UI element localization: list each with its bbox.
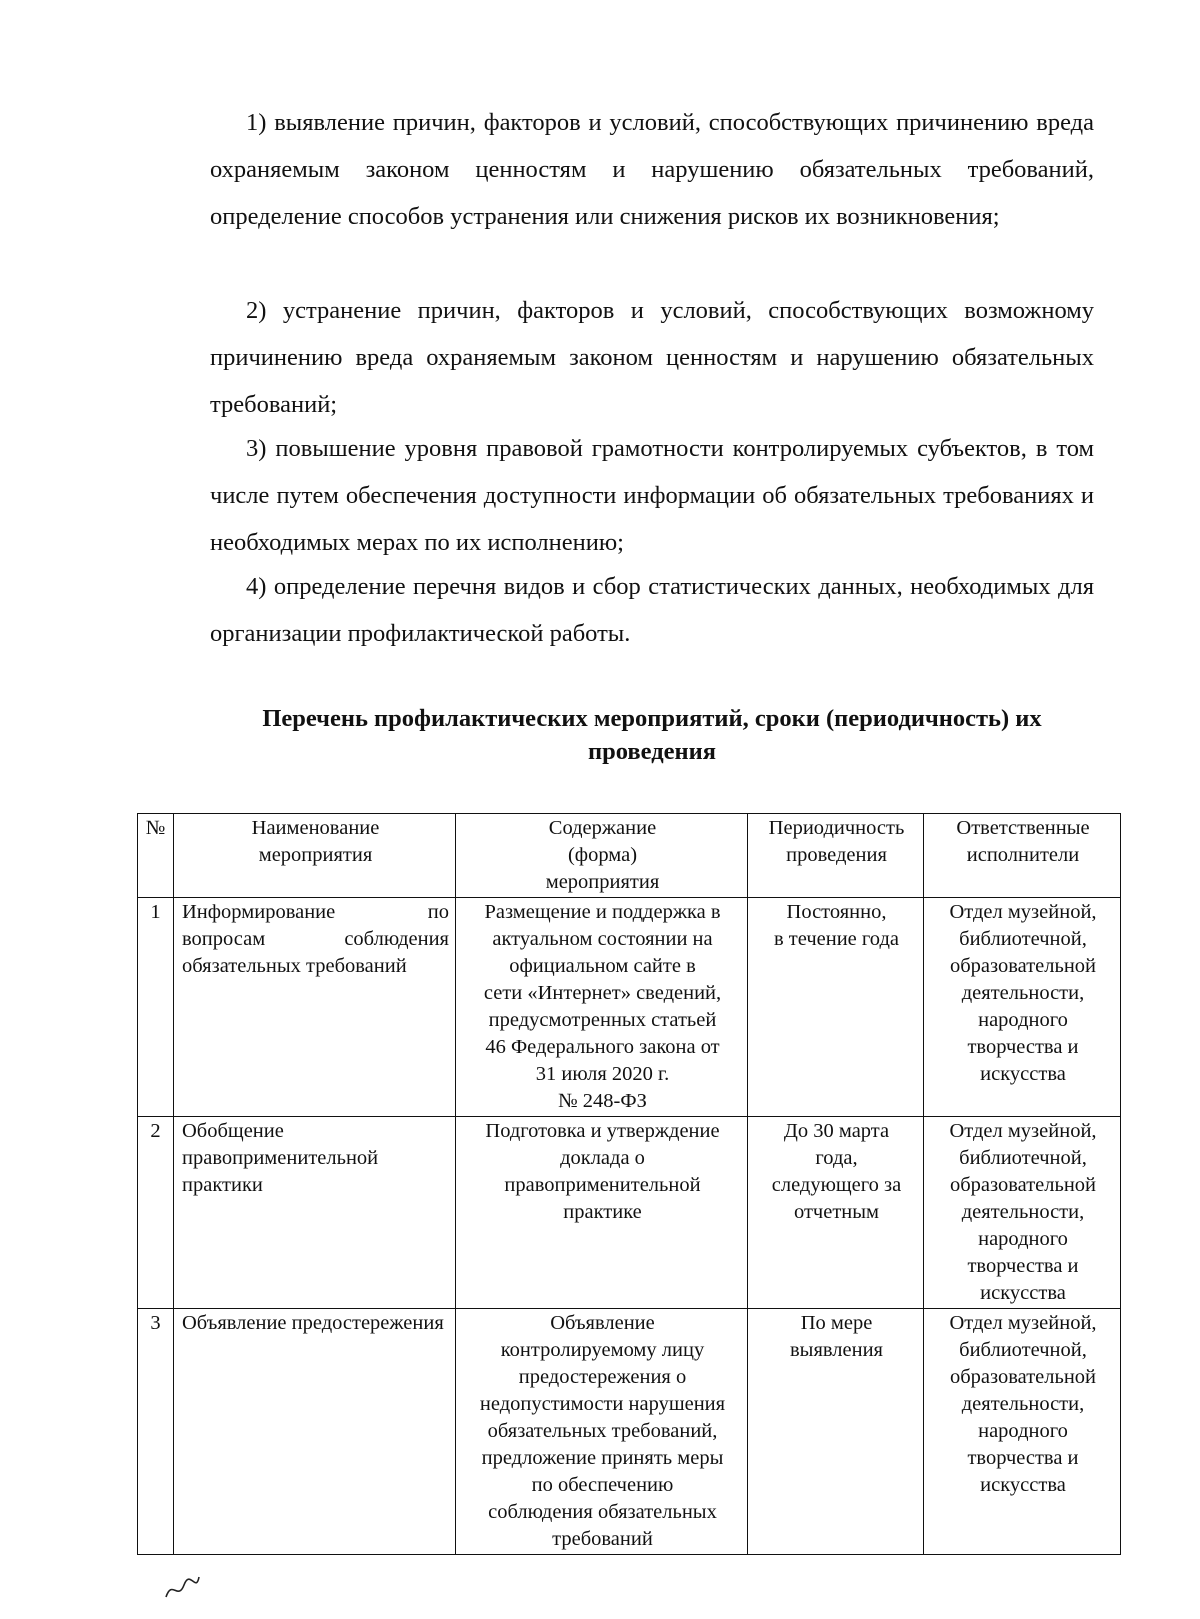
cell-line: творчества и <box>967 1255 1079 1277</box>
header-num: № <box>138 814 174 898</box>
cell-line: требований <box>552 1528 653 1550</box>
cell-line: Размещение и поддержка в <box>484 901 721 923</box>
cell-line: деятельности, <box>961 982 1085 1004</box>
cell-line: народного <box>978 1228 1068 1250</box>
cell-line: искусства <box>980 1063 1066 1085</box>
cell-line: библиотечной, <box>959 1147 1087 1169</box>
cell-line: официальном сайте в <box>509 955 696 977</box>
cell-line: деятельности, <box>961 1201 1085 1223</box>
table-row <box>138 898 1121 1117</box>
header-resp-line: Ответственные <box>956 817 1090 839</box>
cell-line: библиотечной, <box>959 1339 1087 1361</box>
section-heading <box>210 702 1094 768</box>
cell-num: 1 <box>138 898 174 1117</box>
cell-line: народного <box>978 1009 1068 1031</box>
cell-content <box>456 1117 748 1309</box>
table-row <box>138 1309 1121 1555</box>
cell-period <box>748 1309 924 1555</box>
cell-line: Подготовка и утверждение <box>485 1120 720 1142</box>
cell-num: 3 <box>138 1309 174 1555</box>
cell-line: деятельности, <box>961 1393 1085 1415</box>
cell-line: соблюдения обязательных <box>488 1501 717 1523</box>
header-content <box>456 814 748 898</box>
header-resp-line: исполнители <box>966 844 1080 866</box>
table-row <box>138 1117 1121 1309</box>
header-content-line: Содержание <box>548 817 657 839</box>
cell-line: следующего за <box>771 1174 902 1196</box>
cell-line: года, <box>815 1147 858 1169</box>
header-name <box>174 814 456 898</box>
cell-line: Объявление <box>550 1312 655 1334</box>
header-content-line: (форма) <box>567 844 638 866</box>
cell-line: предусмотренных статьей <box>488 1009 717 1031</box>
cell-line: практике <box>563 1201 642 1223</box>
paragraph-2: 2) устранение причин, факторов и условий, способствующих возможному причинению вреда охраняемым законом ценностям и нарушению обязательных требований; <box>210 297 1094 418</box>
cell-line: творчества и <box>967 1036 1079 1058</box>
cell-line: образовательной <box>949 955 1097 977</box>
cell-line: 31 июля 2020 г. <box>535 1063 670 1085</box>
cell-line: образовательной <box>949 1366 1097 1388</box>
header-period <box>748 814 924 898</box>
paragraph-3: 3) повышение уровня правовой грамотности контролируемых субъектов, в том числе путем обеспечения доступности информации об обязательных требованиях и необходимых мерах по их исполнению; <box>210 435 1094 556</box>
paragraph-1: 1) выявление причин, факторов и условий, способствующих причинению вреда охраняемым законом ценностям и нарушению обязательных требований, определение способов устранения или снижения рисков их возникновения; <box>210 109 1094 230</box>
cell-line: недопустимости нарушения <box>479 1393 726 1415</box>
header-period-line: Периодичность <box>768 817 905 839</box>
cell-line: правоприменительной <box>504 1174 701 1196</box>
cell-line: Отдел музейной, <box>949 1312 1097 1334</box>
cell-period <box>748 1117 924 1309</box>
cell-line: искусства <box>980 1282 1066 1304</box>
cell-responsible <box>924 1309 1121 1555</box>
cell-line: народного <box>978 1420 1068 1442</box>
cell-content <box>456 898 748 1117</box>
cell-line: в течение года <box>773 928 899 950</box>
signature-mark <box>162 1573 202 1603</box>
cell-line: по обеспечению <box>531 1474 674 1496</box>
cell-line: искусства <box>980 1474 1066 1496</box>
cell-line: предложение принять меры <box>481 1447 724 1469</box>
paragraph-4: 4) определение перечня видов и сбор статистических данных, необходимых для организации профилактической работы. <box>210 573 1094 647</box>
cell-line: творчества и <box>967 1447 1079 1469</box>
cell-line: предостережения о <box>518 1366 687 1388</box>
cell-line: Отдел музейной, <box>949 1120 1097 1142</box>
cell-line: библиотечной, <box>959 928 1087 950</box>
cell-name: Объявление предостережения <box>174 1309 456 1555</box>
cell-line: Постоянно, <box>786 901 887 923</box>
cell-line: 46 Федерального закона от <box>485 1036 720 1058</box>
cell-line: До 30 марта <box>783 1120 890 1142</box>
cell-line: сети «Интернет» сведений, <box>483 982 722 1004</box>
cell-line: доклада о <box>560 1147 645 1169</box>
cell-line: По мере <box>800 1312 873 1334</box>
header-name-line: мероприятия <box>258 844 373 866</box>
heading-line-1: Перечень профилактических мероприятий, сроки (периодичность) их <box>262 705 1042 732</box>
cell-line: № 248-ФЗ <box>558 1090 647 1112</box>
cell-line: контролируемому лицу <box>500 1339 705 1361</box>
cell-num: 2 <box>138 1117 174 1309</box>
header-name-line: Наименование <box>251 817 380 839</box>
cell-name: Обобщение правоприменительной практики <box>174 1117 456 1309</box>
header-content-line: мероприятия <box>545 871 660 893</box>
header-period-line: проведения <box>786 844 887 866</box>
cell-content <box>456 1309 748 1555</box>
cell-line: отчетным <box>793 1201 880 1223</box>
cell-line: Отдел музейной, <box>949 901 1097 923</box>
cell-line: актуальном состоянии на <box>492 928 713 950</box>
cell-line: обязательных требований, <box>487 1420 718 1442</box>
heading-line-2: проведения <box>588 738 716 765</box>
header-responsible <box>924 814 1121 898</box>
cell-responsible <box>924 898 1121 1117</box>
measures-table <box>137 813 1121 1555</box>
cell-period <box>748 898 924 1117</box>
table-header-row <box>138 814 1121 898</box>
cell-line: образовательной <box>949 1174 1097 1196</box>
cell-name: Информирование по вопросам соблюдения обязательных требований <box>174 898 456 1117</box>
cell-line: выявления <box>790 1339 883 1361</box>
cell-responsible <box>924 1117 1121 1309</box>
